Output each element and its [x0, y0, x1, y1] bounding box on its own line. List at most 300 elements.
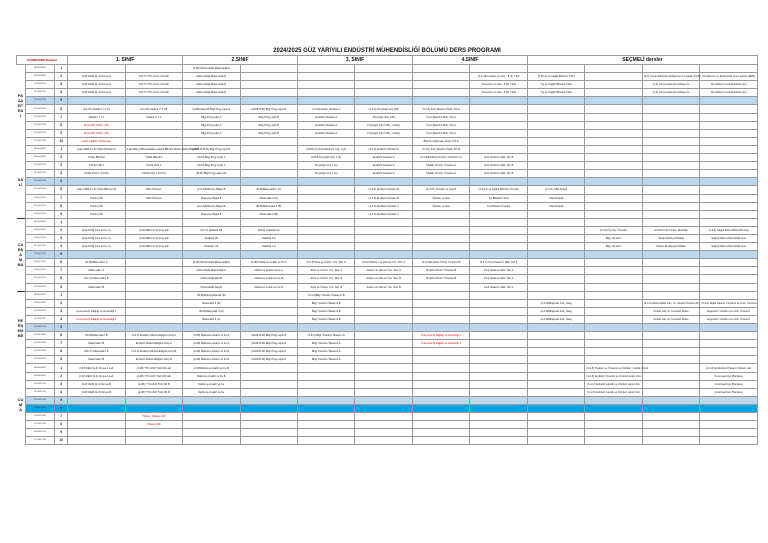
course-cell — [700, 129, 758, 137]
course-cell: (A208-M-M) Bilgi Prog.Lojist A — [240, 356, 297, 364]
schedule-row — [17, 372, 758, 380]
course-cell — [585, 113, 642, 121]
time-slot: 11:00-11:50 — [25, 388, 55, 396]
course-cell — [700, 113, 758, 121]
course-cell — [183, 429, 240, 437]
course-cell — [527, 234, 584, 242]
course-cell — [642, 348, 699, 356]
course-cell — [240, 372, 297, 380]
course-cell — [125, 121, 182, 129]
course-cell: (3-4-6) Endüstri Tesisleri A — [355, 145, 412, 153]
course-cell — [642, 202, 699, 210]
course-cell — [585, 332, 642, 340]
course-cell: (CAT-DEM 11-3) Kimya A Lab — [68, 372, 125, 380]
course-cell — [183, 251, 240, 259]
schedule-row — [17, 267, 758, 275]
schedule-row — [17, 437, 758, 445]
course-cell — [355, 396, 412, 404]
column-header-5: SEÇMELİ dersler — [527, 56, 757, 65]
course-cell — [470, 299, 527, 307]
course-cell: (M-M)Matematik II (B) — [240, 202, 297, 210]
course-cell: Endüstri Tesisleri A — [355, 162, 412, 170]
course-cell: İstatistik II A — [240, 234, 297, 242]
course-cell — [125, 291, 182, 299]
course-cell — [527, 421, 584, 429]
period-number: 3 — [55, 380, 68, 388]
course-cell: Kısıt Tasarımı Mak. Teh A — [412, 129, 469, 137]
course-cell — [240, 299, 297, 307]
course-cell — [125, 178, 182, 186]
course-cell: Tıp Bilimleri Ürünleri — [470, 202, 527, 210]
course-cell — [470, 413, 527, 421]
course-cell: (CK-5) YTÜ-UUK Türk Dili — [125, 73, 182, 81]
course-cell — [125, 315, 182, 323]
time-slot: 13:00-13:50 — [25, 105, 55, 113]
course-cell — [183, 178, 240, 186]
course-cell: (A-M-M-M) Kimi Kimi Lı A — [68, 234, 125, 242]
course-cell — [68, 396, 125, 404]
course-cell — [183, 137, 240, 145]
course-cell — [585, 89, 642, 97]
course-cell — [355, 388, 412, 396]
course-cell: Simülasyon ve Endüstride Güç — [700, 89, 758, 97]
course-cell — [355, 251, 412, 259]
course-cell — [125, 307, 182, 315]
schedule-row — [17, 81, 758, 89]
course-cell: Endüstri Mühendisliğine Giriş B — [125, 356, 182, 364]
course-cell — [298, 186, 355, 194]
course-cell — [68, 65, 125, 73]
course-cell: (CAT-DEM 11-3) Kimya A — [68, 81, 125, 89]
course-cell — [642, 170, 699, 178]
course-cell — [412, 299, 469, 307]
course-cell — [298, 243, 355, 251]
course-cell: (CAT-DEM 11-3) Kimya B — [68, 380, 125, 388]
course-cell: Türkle Fizik — [68, 194, 125, 202]
period-number: 7 — [55, 267, 68, 275]
course-cell: Bilgi Prog.Lojist B — [240, 129, 297, 137]
course-cell — [240, 154, 297, 162]
course-cell — [68, 437, 125, 445]
course-cell: (B-M)Matematik I B — [68, 332, 125, 340]
course-cell — [642, 388, 699, 396]
course-cell: (2-08) YTÜ-UUK Türk Dili B — [125, 388, 182, 396]
course-cell: Malzeme Bilgisi B — [183, 194, 240, 202]
course-cell — [412, 97, 469, 105]
course-cell — [470, 340, 527, 348]
course-cell: (CAT-DEM 11-3) Kimya B — [68, 388, 125, 396]
schedule-row — [17, 129, 758, 137]
course-cell: (3-4-6) Kısıt Tasarımı Mak. Teh A — [470, 259, 527, 267]
course-cell: Malzeme Analizi ve Fe — [183, 380, 240, 388]
course-cell: Mühendislik Matematiği A — [183, 267, 240, 275]
course-cell: Mühendislik Matematiği B — [183, 89, 240, 97]
course-cell — [642, 259, 699, 267]
course-cell — [700, 137, 758, 145]
course-cell: (3-4-6) Endüstri Tesisleri B — [355, 194, 412, 202]
period-number: 5 — [55, 251, 68, 259]
course-cell: Mutlak Ürünler Yönetimi A — [412, 162, 469, 170]
schedule-row — [17, 178, 758, 186]
course-cell — [183, 324, 240, 332]
course-cell — [125, 137, 182, 145]
course-cell — [298, 413, 355, 421]
course-cell — [700, 105, 758, 113]
course-cell: (3-4-6) Fizyolojik Güç 1(B) — [355, 105, 412, 113]
period-number: 2 — [55, 372, 68, 380]
course-cell — [527, 380, 584, 388]
course-cell — [355, 437, 412, 445]
period-number: 8 — [55, 121, 68, 129]
course-cell — [585, 210, 642, 218]
course-cell — [183, 404, 240, 412]
course-cell: (3-4)Tıp ve Sağlık Bilimleri Tıbbi — [527, 73, 584, 81]
course-cell — [412, 226, 469, 234]
course-cell — [642, 267, 699, 275]
time-slot: 16:00-16:50 — [25, 283, 55, 291]
course-cell: (3-M-M-3-D) Sistem Moduları — [642, 226, 699, 234]
course-cell — [527, 162, 584, 170]
schedule-row — [17, 73, 758, 81]
course-cell — [585, 81, 642, 89]
course-cell: (3-4-6)Endüstri Ürünü Yönetimi B — [412, 259, 469, 267]
course-cell — [68, 299, 125, 307]
schedule-row — [17, 202, 758, 210]
course-cell: Sistem Endüstriyel Makas — [642, 243, 699, 251]
course-cell: (A-M-M-M) Kimi Kimi Lı A — [68, 243, 125, 251]
header-row — [17, 56, 758, 65]
course-cell: Matematik I B — [68, 340, 125, 348]
course-cell — [412, 437, 469, 445]
course-cell: Mutlak Ürünler Yönetimi A — [412, 170, 469, 178]
course-cell — [470, 324, 527, 332]
course-cell — [585, 291, 642, 299]
course-cell — [642, 283, 699, 291]
time-slot: 15:00-15:50 — [25, 121, 55, 129]
course-cell — [642, 372, 699, 380]
course-cell: (A-M-M-M) Kimi Kimi Lı A — [68, 226, 125, 234]
course-cell — [470, 332, 527, 340]
time-slot: 11:00-11:50 — [25, 89, 55, 97]
course-cell — [700, 396, 758, 404]
period-number: 2 — [55, 154, 68, 162]
period-number: 8 — [55, 275, 68, 283]
course-cell: (2-08) Malzeme Analizi ve Fe A — [183, 332, 240, 340]
course-cell: Kurumsal İş Sağlığı ve Güvenliği 1 — [68, 307, 125, 315]
course-cell: (2-08) Mühendislik Matematiği A — [183, 259, 240, 267]
course-cell: Tıbbi Sistetik — [527, 202, 584, 210]
period-number: 3 — [55, 234, 68, 242]
schedule-row — [17, 186, 758, 194]
course-cell: (2-08) YTÜ-UUK Türk Dili B — [125, 380, 182, 388]
course-cell — [642, 137, 699, 145]
course-cell — [700, 170, 758, 178]
period-number: 9 — [55, 210, 68, 218]
course-cell: Fizyolojik Güç 1 (A) — [298, 170, 355, 178]
course-cell — [355, 364, 412, 372]
course-cell — [527, 145, 584, 153]
course-cell — [240, 73, 297, 81]
course-cell: Tesisler ve Güç — [412, 202, 469, 210]
course-cell — [700, 332, 758, 340]
course-cell — [355, 97, 412, 105]
course-cell — [412, 372, 469, 380]
course-cell — [298, 380, 355, 388]
course-cell — [700, 348, 758, 356]
schedule-row — [17, 396, 758, 404]
column-header-3: 3. SINIF — [298, 56, 413, 65]
course-cell — [527, 372, 584, 380]
course-cell — [298, 210, 355, 218]
course-cell — [298, 81, 355, 89]
course-cell: Matematik I A — [68, 267, 125, 275]
course-cell — [355, 291, 412, 299]
time-slot: 12:00-12:50 — [25, 97, 55, 105]
course-cell — [527, 218, 584, 226]
course-cell: (M-M) Bilgi Prog.Lojist 1A) — [183, 170, 240, 178]
course-cell — [412, 89, 469, 97]
course-cell — [125, 218, 182, 226]
course-cell — [585, 299, 642, 307]
course-cell — [355, 137, 412, 145]
course-cell — [355, 178, 412, 186]
schedule-row — [17, 89, 758, 97]
course-cell: (A208-M-M) Bilgi Prog.Lojist B — [240, 105, 297, 113]
period-number: 6 — [55, 259, 68, 267]
schedule-row — [17, 307, 758, 315]
column-header-4: 4.SINIF — [412, 56, 527, 65]
time-slot: 13:00-13:50 — [25, 259, 55, 267]
course-cell — [585, 340, 642, 348]
course-cell — [355, 234, 412, 242]
period-number: 3 — [55, 307, 68, 315]
course-cell: Endüstri Mühendisliğine Giriş A — [125, 340, 182, 348]
course-cell: Sistem ve Hizmet Yön. Sist. B — [355, 275, 412, 283]
time-slot: 12:00-12:50 — [25, 324, 55, 332]
course-cell — [355, 315, 412, 323]
course-cell: (CK-5) YTÜ-UUK Türk Dili — [125, 89, 182, 97]
period-number: 8 — [55, 421, 68, 429]
course-cell — [585, 97, 642, 105]
course-cell — [585, 259, 642, 267]
day-label: ÇARŞAMBA — [17, 218, 26, 291]
course-cell: (A208-M-M) Bilgi Prog.Lojist B — [240, 332, 297, 340]
column-header-1: 1. SINIF — [68, 56, 183, 65]
course-cell: Fizyolojik Güç 1(B) — [355, 113, 412, 121]
course-cell: Atatürk İ.İ.T 1 — [68, 113, 125, 121]
course-cell — [470, 315, 527, 323]
course-cell — [412, 218, 469, 226]
course-cell — [298, 202, 355, 210]
period-number: 3 — [55, 81, 68, 89]
course-cell: (2-08) Malzeme Analizi ve Fe A — [183, 340, 240, 348]
course-cell — [298, 137, 355, 145]
course-cell — [240, 89, 297, 97]
time-slot: 15:00-15:50 — [25, 348, 55, 356]
schedule-row — [17, 251, 758, 259]
course-cell: (CAT-DEM 11-3) Kimya A Lab — [68, 364, 125, 372]
schedule-row — [17, 97, 758, 105]
course-cell — [527, 283, 584, 291]
course-cell — [585, 307, 642, 315]
course-cell — [527, 65, 584, 73]
course-cell: (CAT-DEM 11-3) Kimya A — [68, 89, 125, 97]
course-cell: Kısıt Tasarımı Mak. Teh A — [470, 267, 527, 275]
course-cell: (3-4-6) Endüstriyel Tasarım Sistem Lab — [700, 364, 758, 372]
course-cell: Türkle Fizik — [68, 210, 125, 218]
course-cell — [527, 121, 584, 129]
course-cell — [240, 81, 297, 89]
course-cell — [700, 194, 758, 202]
time-slot: 11:00-11:50 — [25, 315, 55, 323]
course-cell: Simülasyon ve Endüstride Güç — [700, 81, 758, 89]
time-slot: 08:00-08:50 — [25, 145, 55, 153]
course-cell — [700, 283, 758, 291]
course-cell — [68, 324, 125, 332]
course-cell: Bilgi Prog.Lojist A — [183, 113, 240, 121]
course-cell — [298, 226, 355, 234]
course-cell — [412, 348, 469, 356]
course-cell — [125, 283, 182, 291]
course-cell: (2-08) Malzeme Analizi ve Fe B — [183, 356, 240, 364]
course-cell — [412, 404, 469, 412]
period-number: 2 — [55, 299, 68, 307]
course-cell — [585, 315, 642, 323]
course-cell — [585, 324, 642, 332]
course-cell: Kısıt Tasarımı Mak. Teh B — [470, 154, 527, 162]
course-cell — [125, 429, 182, 437]
course-cell — [412, 178, 469, 186]
period-number: 1 — [55, 65, 68, 73]
course-cell — [470, 105, 527, 113]
course-cell: (Lab-LSB13) Lİk Türkle Bilimleri B — [68, 186, 125, 194]
course-cell — [470, 129, 527, 137]
course-cell: (2-08) Malzeme Analizi ve Fe B — [183, 348, 240, 356]
course-cell: (2-08) Mühendislik Matematiği A — [183, 65, 240, 73]
time-slot: 09:00-09:50 — [25, 299, 55, 307]
course-cell — [355, 348, 412, 356]
schedule-row — [17, 356, 758, 364]
course-cell — [642, 154, 699, 162]
course-cell: (CAT-DEM 11-3) Kimya B — [125, 234, 182, 242]
course-cell: Endüstri Tesisleri A — [298, 129, 355, 137]
time-slot: 17:00-17:50 — [25, 437, 55, 445]
course-cell — [527, 437, 584, 445]
course-cell — [527, 348, 584, 356]
course-cell: Tıbbi Sistetik — [527, 194, 584, 202]
period-number: 4 — [55, 89, 68, 97]
course-cell: (3-4-6) Kısıt Tasarımı Mak. Teh B — [412, 145, 469, 153]
time-slot: 16:00-16:50 — [25, 356, 55, 364]
schedule-row — [17, 315, 758, 323]
course-cell — [527, 243, 584, 251]
course-cell — [355, 218, 412, 226]
course-cell — [700, 340, 758, 348]
course-cell — [470, 396, 527, 404]
period-number: 3 — [55, 162, 68, 170]
period-number: 7 — [55, 113, 68, 121]
time-slot: 10:00-10:50 — [25, 162, 55, 170]
course-cell: Matematik II (B) — [183, 299, 240, 307]
time-slot: 15:00-15:50 — [25, 421, 55, 429]
course-cell — [527, 429, 584, 437]
course-cell — [355, 65, 412, 73]
time-slot: 10:00-10:50 — [25, 307, 55, 315]
course-cell — [527, 332, 584, 340]
course-cell: Bilgi Yönetimi Tasarımı B — [298, 307, 355, 315]
course-cell — [700, 356, 758, 364]
course-cell — [642, 145, 699, 153]
course-cell: (2M-3) İstatistik II A — [240, 226, 297, 234]
period-number: 1 — [55, 364, 68, 372]
schedule-row — [17, 218, 758, 226]
course-cell — [585, 429, 642, 437]
course-cell — [585, 121, 642, 129]
course-cell — [642, 162, 699, 170]
time-slot: 09:00-09:50 — [25, 154, 55, 162]
course-cell — [700, 202, 758, 210]
course-cell: Bilgi Prog.Lojist A — [183, 121, 240, 129]
time-slot: 17:00-17:50 — [25, 137, 55, 145]
course-cell — [355, 372, 412, 380]
course-cell — [527, 251, 584, 259]
course-cell — [470, 364, 527, 372]
course-cell: (3-4-6)Bilişimsel Güç. Sistg — [527, 299, 584, 307]
course-cell: Türkle Bilimleri — [68, 154, 125, 162]
course-cell — [642, 396, 699, 404]
course-cell — [125, 210, 182, 218]
period-number: 4 — [55, 388, 68, 396]
schedule-row — [17, 283, 758, 291]
course-cell — [642, 275, 699, 283]
course-cell: İstatistik 1B — [183, 234, 240, 242]
time-slot: 13:00-13:50 — [25, 332, 55, 340]
course-cell — [585, 129, 642, 137]
course-cell — [412, 65, 469, 73]
course-cell: Matematik II (A) — [183, 315, 240, 323]
course-cell: (3-4-6) Dijital İşletme Yönetimi ve Ürün Yönetimi — [700, 299, 758, 307]
course-cell — [527, 137, 584, 145]
course-cell: Malzeme Analizi ve Fe — [183, 388, 240, 396]
course-cell: Kurumsal İş Sağlığı ve Güvenliği 1 — [412, 340, 469, 348]
course-cell — [700, 210, 758, 218]
course-cell — [527, 178, 584, 186]
time-slot: 08:00-08:50 — [25, 218, 55, 226]
course-cell — [298, 251, 355, 259]
course-cell — [642, 364, 699, 372]
course-cell: Kurumsal Güç Planlama — [700, 380, 758, 388]
course-cell — [642, 324, 699, 332]
period-number: 9 — [55, 283, 68, 291]
course-cell — [470, 356, 527, 364]
period-number: 10 — [55, 437, 68, 445]
course-cell — [470, 348, 527, 356]
course-cell — [298, 194, 355, 202]
course-cell: İstatistik 1 A — [240, 243, 297, 251]
course-cell — [700, 154, 758, 162]
course-cell: Türkle Fizik — [68, 202, 125, 210]
period-number: 7 — [55, 413, 68, 421]
time-slot: 14:00-14:50 — [25, 413, 55, 421]
course-cell: Ergonomi Yönetimi ve Ürün Yönetimi — [700, 315, 758, 323]
schedule-row — [17, 121, 758, 129]
course-cell: (D4-T) İstatistik 1B — [183, 226, 240, 234]
course-cell: Matematik I B — [68, 283, 125, 291]
course-cell — [240, 218, 297, 226]
day-label: PERŞEMBE — [17, 291, 26, 364]
course-cell: Prosesler ve Güç - 8.(3) 7.ED — [470, 81, 527, 89]
course-cell — [527, 210, 584, 218]
